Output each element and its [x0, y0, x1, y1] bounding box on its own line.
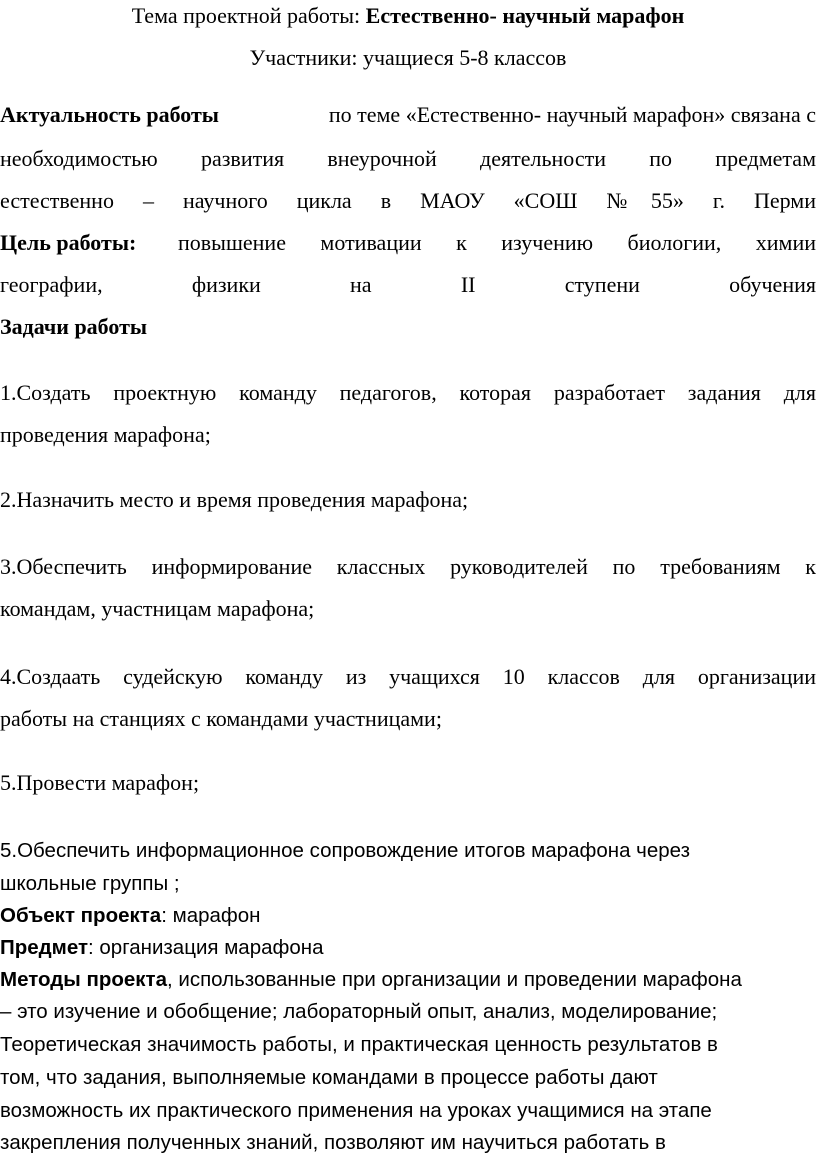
- task-6-line-2: школьные группы ;: [0, 872, 180, 895]
- methods-line-1: [0, 968, 816, 992]
- task-3-line-1: 3.Обеспечить информирование классных руководителей по требованиям к: [0, 554, 816, 579]
- goal-text-1: повышение мотивации к изучению биологии, химии: [178, 230, 816, 255]
- task-4-line-1: 4.Создаать судейскую команду из учащихся 10 классов для организации: [0, 664, 816, 689]
- relevance-line-2: необходимостью развития внеурочной деятельности по предметам: [0, 146, 816, 171]
- goal-line-2: географии, физики на II ступени обучения: [0, 272, 816, 297]
- task-1-line-2: проведения марафона;: [0, 422, 211, 447]
- task-2: 2.Назначить место и время проведения марафона;: [0, 487, 469, 512]
- relevance-text-1: по теме «Естественно- научный марафон» связана с: [328, 102, 816, 127]
- topic-value: Естественно- научный марафон: [365, 3, 685, 28]
- task-1-line-1: 1.Создать проектную команду педагогов, которая разработает задания для: [0, 380, 816, 405]
- task-4-line-2: работы на станциях с командами участницами;: [0, 706, 442, 731]
- goal-line-1: [0, 230, 816, 256]
- tasks-heading-text: Задачи работы: [0, 314, 148, 339]
- object-line: [0, 904, 816, 928]
- methods-label: Методы проекта: [0, 968, 167, 991]
- relevance-line-1: [0, 102, 816, 128]
- task-3-line-2: командам, участницам марафона;: [0, 596, 315, 621]
- subject-value: : организация марафона: [88, 936, 324, 959]
- participants-line: Участники: учащиеся 5-8 классов: [249, 45, 567, 70]
- object-value: : марафон: [161, 904, 261, 927]
- methods-line-2: – это изучение и обобщение; лабораторный опыт, анализ, моделирование;: [0, 1000, 718, 1023]
- tasks-heading: [0, 314, 816, 340]
- goal-label: Цель работы:: [0, 230, 137, 255]
- relevance-label: Актуальность работы: [0, 102, 219, 127]
- subject-label: Предмет: [0, 936, 89, 959]
- topic-line: [0, 3, 816, 29]
- task-6-line-1: 5.Обеспечить информационное сопровождение итогов марафона через: [0, 839, 690, 862]
- methods-text-1: , использованные при организации и проведении марафона: [166, 968, 742, 991]
- significance-line-2: том, что задания, выполняемые командами в процессе работы дают: [0, 1066, 658, 1089]
- topic-label: Тема проектной работы:: [131, 3, 366, 28]
- significance-line-4: закрепления полученных знаний, позволяют им научиться работать в: [0, 1131, 666, 1154]
- task-5: 5.Провести марафон;: [0, 770, 200, 795]
- relevance-line-3: естественно – научного цикла в МАОУ «СОШ №55» г. Перми: [0, 188, 816, 213]
- object-label: Объект проекта: [0, 904, 162, 927]
- subject-line: [0, 936, 816, 960]
- significance-line-3: возможность их практического применения на уроках учащимися на этапе: [0, 1099, 712, 1122]
- significance-line-1: Теоретическая значимость работы, и практическая ценность результатов в: [0, 1033, 718, 1056]
